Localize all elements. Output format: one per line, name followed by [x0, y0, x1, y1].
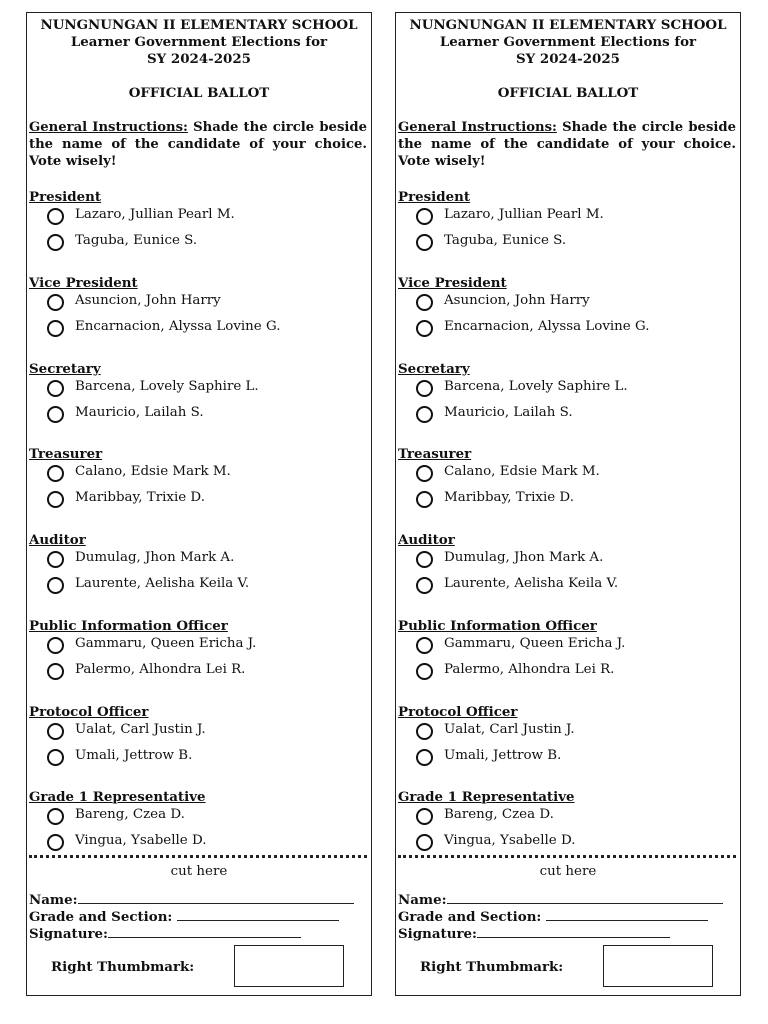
- position-title: Protocol Officer: [398, 704, 518, 720]
- position-title: Treasurer: [29, 446, 103, 462]
- position-title: President: [398, 189, 471, 205]
- thumbmark-box[interactable]: [234, 945, 344, 987]
- vote-circle[interactable]: [416, 637, 433, 654]
- candidate-name: Umali, Jettrow B.: [444, 748, 562, 763]
- signature-label: Signature:: [29, 926, 108, 942]
- position-title: President: [29, 189, 102, 205]
- general-instructions: [398, 119, 736, 170]
- vote-circle[interactable]: [416, 406, 433, 423]
- signature-label: Signature:: [398, 926, 477, 942]
- instructions-text: Shade the circle beside the name of the candidate of your choice. Vote wisely!: [398, 120, 736, 169]
- candidate-name: Asuncion, John Harry: [75, 293, 221, 308]
- position-treasurer: [27, 446, 367, 516]
- vote-circle[interactable]: [47, 551, 64, 568]
- name-field[interactable]: [398, 891, 723, 908]
- position-protocol-officer: [396, 704, 736, 774]
- candidate-name: Palermo, Alhondra Lei R.: [75, 662, 246, 677]
- candidate-name: Barcena, Lovely Saphire L.: [75, 379, 259, 394]
- vote-circle[interactable]: [416, 834, 433, 851]
- vote-circle[interactable]: [416, 491, 433, 508]
- candidate-name: Bareng, Czea D.: [444, 807, 554, 822]
- vote-circle[interactable]: [416, 294, 433, 311]
- ballot-left: [26, 12, 372, 996]
- position-title: Vice President: [398, 275, 507, 291]
- vote-circle[interactable]: [416, 320, 433, 337]
- name-label: Name:: [398, 892, 447, 908]
- vote-circle[interactable]: [47, 577, 64, 594]
- vote-circle[interactable]: [47, 491, 64, 508]
- candidate-name: Calano, Edsie Mark M.: [444, 464, 600, 479]
- position-grade-1-representative: [27, 789, 367, 859]
- vote-circle[interactable]: [416, 551, 433, 568]
- position-public-information-officer: [396, 618, 736, 688]
- vote-circle[interactable]: [47, 637, 64, 654]
- position-title: Auditor: [29, 532, 86, 548]
- name-label: Name:: [29, 892, 78, 908]
- position-treasurer: [396, 446, 736, 516]
- signature-line[interactable]: [108, 925, 301, 938]
- election-title: Learner Government Elections for: [70, 34, 328, 50]
- candidate-name: Calano, Edsie Mark M.: [75, 464, 231, 479]
- cut-here-label: cut here: [539, 864, 597, 879]
- position-public-information-officer: [27, 618, 367, 688]
- candidate-name: Vingua, Ysabelle D.: [75, 833, 207, 848]
- candidate-name: Dumulag, Jhon Mark A.: [75, 550, 235, 565]
- candidate-name: Asuncion, John Harry: [444, 293, 590, 308]
- vote-circle[interactable]: [47, 320, 64, 337]
- election-title: Learner Government Elections for: [439, 34, 697, 50]
- signature-line[interactable]: [477, 925, 670, 938]
- position-president: [396, 189, 736, 259]
- position-vice-president: [396, 275, 736, 345]
- vote-circle[interactable]: [47, 208, 64, 225]
- grade-section-line[interactable]: [546, 908, 708, 921]
- ballot-header: [396, 17, 740, 68]
- name-line[interactable]: [78, 891, 354, 904]
- vote-circle[interactable]: [47, 406, 64, 423]
- candidate-name: Ualat, Carl Justin J.: [75, 722, 206, 737]
- candidate-name: Maribbay, Trixie D.: [444, 490, 574, 505]
- vote-circle[interactable]: [47, 723, 64, 740]
- position-protocol-officer: [27, 704, 367, 774]
- candidate-name: Mauricio, Lailah S.: [444, 405, 573, 420]
- vote-circle[interactable]: [47, 380, 64, 397]
- name-field[interactable]: [29, 891, 354, 908]
- position-title: Secretary: [29, 361, 101, 377]
- candidate-name: Encarnacion, Alyssa Lovine G.: [444, 319, 650, 334]
- vote-circle[interactable]: [416, 465, 433, 482]
- position-title: Treasurer: [398, 446, 472, 462]
- candidate-name: Gammaru, Queen Ericha J.: [75, 636, 257, 651]
- instructions-text: Shade the circle beside the name of the candidate of your choice. Vote wisely!: [29, 120, 367, 169]
- position-title: Secretary: [398, 361, 470, 377]
- ballot-right: [395, 12, 741, 996]
- candidate-name: Ualat, Carl Justin J.: [444, 722, 575, 737]
- thumbmark-label: Right Thumbmark:: [51, 959, 195, 975]
- vote-circle[interactable]: [47, 465, 64, 482]
- instructions-label: General Instructions:: [29, 120, 188, 135]
- candidate-name: Bareng, Czea D.: [75, 807, 185, 822]
- cut-line: [29, 855, 367, 858]
- grade-section-field[interactable]: [398, 908, 708, 925]
- vote-circle[interactable]: [416, 723, 433, 740]
- position-secretary: [396, 361, 736, 431]
- vote-circle[interactable]: [416, 663, 433, 680]
- signature-field[interactable]: [29, 925, 301, 942]
- official-ballot-title: OFFICIAL BALLOT: [128, 85, 270, 101]
- grade-section-line[interactable]: [177, 908, 339, 921]
- position-title: Grade 1 Representative: [398, 789, 575, 805]
- school-year: SY 2024-2025: [516, 51, 620, 67]
- school-name: NUNGNUNGAN II ELEMENTARY SCHOOL: [409, 17, 727, 33]
- position-vice-president: [27, 275, 367, 345]
- candidate-name: Laurente, Aelisha Keila V.: [444, 576, 619, 591]
- position-auditor: [396, 532, 736, 602]
- vote-circle[interactable]: [47, 663, 64, 680]
- name-line[interactable]: [447, 891, 723, 904]
- candidate-name: Dumulag, Jhon Mark A.: [444, 550, 604, 565]
- vote-circle[interactable]: [416, 749, 433, 766]
- position-title: Grade 1 Representative: [29, 789, 206, 805]
- school-name: NUNGNUNGAN II ELEMENTARY SCHOOL: [40, 17, 358, 33]
- candidate-name: Lazaro, Jullian Pearl M.: [75, 207, 235, 222]
- candidate-name: Laurente, Aelisha Keila V.: [75, 576, 250, 591]
- vote-circle[interactable]: [416, 380, 433, 397]
- instructions-label: General Instructions:: [398, 120, 557, 135]
- vote-circle[interactable]: [47, 749, 64, 766]
- candidate-name: Vingua, Ysabelle D.: [444, 833, 576, 848]
- position-title: Vice President: [29, 275, 138, 291]
- candidate-name: Taguba, Eunice S.: [444, 233, 567, 248]
- vote-circle[interactable]: [416, 208, 433, 225]
- vote-circle[interactable]: [416, 577, 433, 594]
- position-title: Public Information Officer: [398, 618, 597, 634]
- candidate-name: Barcena, Lovely Saphire L.: [444, 379, 628, 394]
- candidate-name: Encarnacion, Alyssa Lovine G.: [75, 319, 281, 334]
- thumbmark-box[interactable]: [603, 945, 713, 987]
- candidate-name: Maribbay, Trixie D.: [75, 490, 205, 505]
- ballot-header: [27, 17, 371, 68]
- vote-circle[interactable]: [416, 808, 433, 825]
- candidate-name: Mauricio, Lailah S.: [75, 405, 204, 420]
- position-title: Auditor: [398, 532, 455, 548]
- candidate-name: Lazaro, Jullian Pearl M.: [444, 207, 604, 222]
- vote-circle[interactable]: [47, 294, 64, 311]
- vote-circle[interactable]: [47, 808, 64, 825]
- grade-section-field[interactable]: [29, 908, 339, 925]
- cut-here-label: cut here: [170, 864, 228, 879]
- grade-section-label: Grade and Section:: [29, 909, 173, 925]
- vote-circle[interactable]: [47, 234, 64, 251]
- position-grade-1-representative: [396, 789, 736, 859]
- cut-line: [398, 855, 736, 858]
- thumbmark-label: Right Thumbmark:: [420, 959, 564, 975]
- signature-field[interactable]: [398, 925, 670, 942]
- position-president: [27, 189, 367, 259]
- position-secretary: [27, 361, 367, 431]
- official-ballot-title: OFFICIAL BALLOT: [497, 85, 639, 101]
- school-year: SY 2024-2025: [147, 51, 251, 67]
- grade-section-label: Grade and Section:: [398, 909, 542, 925]
- candidate-name: Umali, Jettrow B.: [75, 748, 193, 763]
- candidate-name: Palermo, Alhondra Lei R.: [444, 662, 615, 677]
- vote-circle[interactable]: [416, 234, 433, 251]
- candidate-name: Gammaru, Queen Ericha J.: [444, 636, 626, 651]
- position-title: Protocol Officer: [29, 704, 149, 720]
- candidate-name: Taguba, Eunice S.: [75, 233, 198, 248]
- vote-circle[interactable]: [47, 834, 64, 851]
- position-auditor: [27, 532, 367, 602]
- general-instructions: [29, 119, 367, 170]
- position-title: Public Information Officer: [29, 618, 228, 634]
